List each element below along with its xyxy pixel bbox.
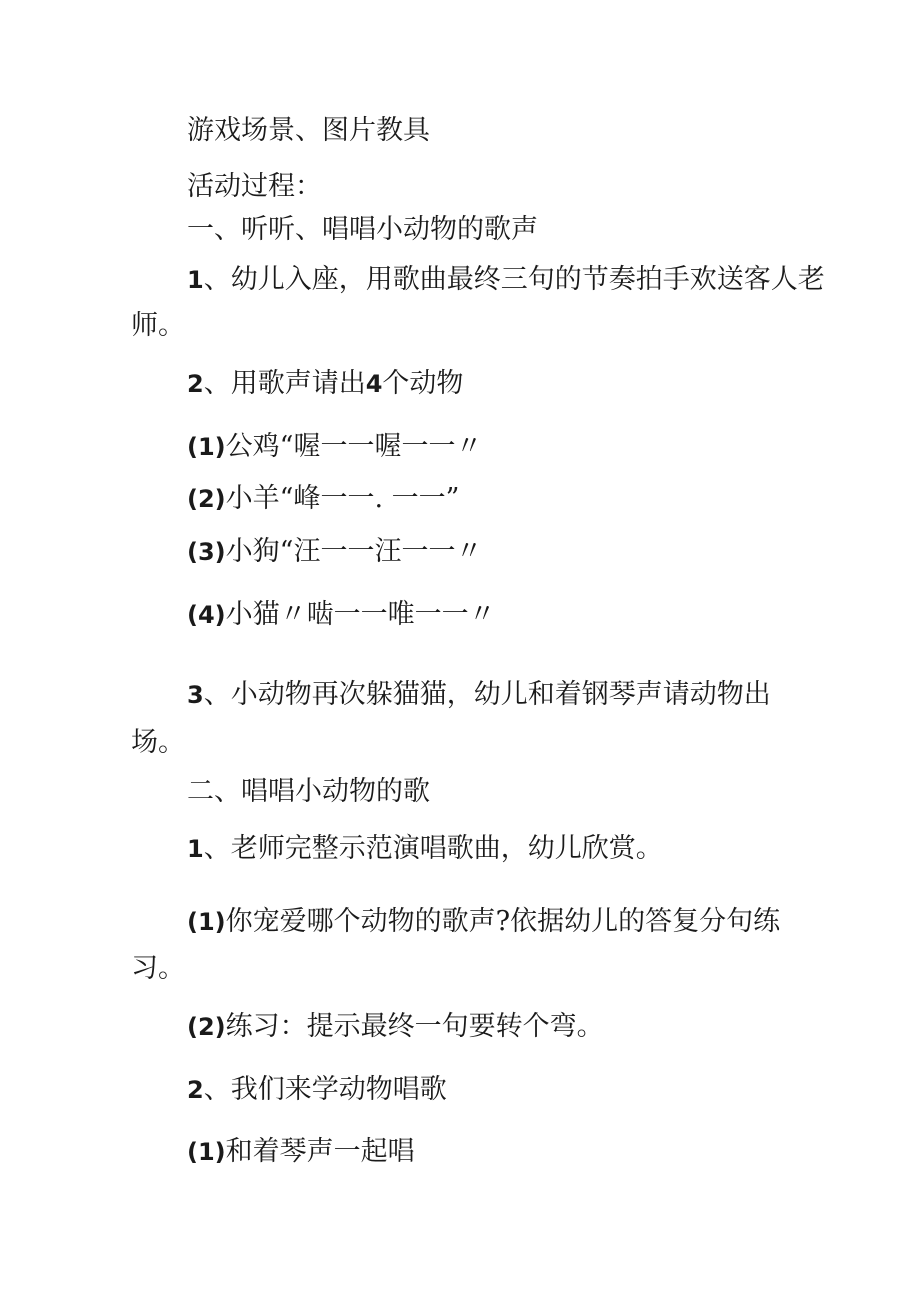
section-two-heading	[187, 775, 430, 809]
lamb-line	[187, 482, 459, 516]
line-text: 游戏场景、图片教具	[187, 115, 430, 146]
sub-2-line	[187, 1010, 604, 1044]
item-number: 3	[187, 681, 204, 709]
inline-number: 4	[365, 370, 383, 398]
line-text: 师。	[131, 310, 185, 341]
step-3-continuation	[131, 726, 185, 760]
item-number: (1)	[187, 908, 226, 936]
section-one-heading	[187, 213, 538, 247]
puppy-line	[187, 535, 482, 569]
line-text: 练习：提示最终一句要转个弯。	[225, 1011, 604, 1042]
item-number: (1)	[187, 433, 226, 461]
step-1-continuation	[131, 309, 185, 343]
line-text: 、老师完整示范演唱歌曲，幼儿欣赏。	[203, 833, 663, 864]
line-text: 、我们来学动物唱歌	[203, 1074, 447, 1105]
item-number: (1)	[187, 1138, 226, 1166]
line-text: 、幼儿入座，用歌曲最终三句的节奏拍手欢送客人老	[203, 264, 825, 295]
step-3-line	[187, 678, 771, 712]
step-1-line	[187, 263, 825, 297]
item-number: (2)	[187, 485, 226, 513]
step-2-line	[187, 367, 463, 401]
part-2-step-1-line	[187, 832, 663, 866]
line-text: 场。	[131, 727, 185, 758]
sub-1-continuation	[131, 952, 185, 986]
line-text: 一、听听、唱唱小动物的歌声	[187, 214, 538, 245]
line-text: 小狗“汪一一汪一一〃	[225, 536, 483, 567]
item-number: 1	[187, 266, 204, 294]
materials-line	[187, 114, 430, 148]
line-text: 习。	[131, 953, 185, 984]
sub-1-line	[187, 905, 780, 939]
item-number: 2	[187, 1076, 204, 1104]
line-text: 、用歌声请出	[203, 368, 366, 399]
item-number: (3)	[187, 538, 226, 566]
line-text: 公鸡“喔一一喔一一〃	[225, 431, 483, 462]
item-number: 1	[187, 835, 204, 863]
rooster-line	[187, 430, 482, 464]
line-text: 小猫〃啮一一唯一一〃	[225, 599, 496, 630]
sub-sing-along-line	[187, 1135, 415, 1169]
line-text: 二、唱唱小动物的歌	[187, 776, 430, 807]
line-text: 、小动物再次躲猫猫，幼儿和着钢琴声请动物出	[203, 679, 771, 710]
kitten-line	[187, 598, 496, 632]
line-text: 你宠爱哪个动物的歌声?依据幼儿的答复分句练	[225, 906, 781, 937]
line-text: 和着琴声一起唱	[225, 1136, 415, 1167]
part-2-step-2-line	[187, 1073, 447, 1107]
process-heading	[187, 170, 322, 204]
line-text: 小羊“峰一一. 一一”	[225, 483, 460, 514]
line-text: 个动物	[382, 368, 464, 399]
line-text: 活动过程：	[187, 171, 322, 202]
item-number: (2)	[187, 1013, 226, 1041]
item-number: (4)	[187, 601, 226, 629]
item-number: 2	[187, 370, 204, 398]
